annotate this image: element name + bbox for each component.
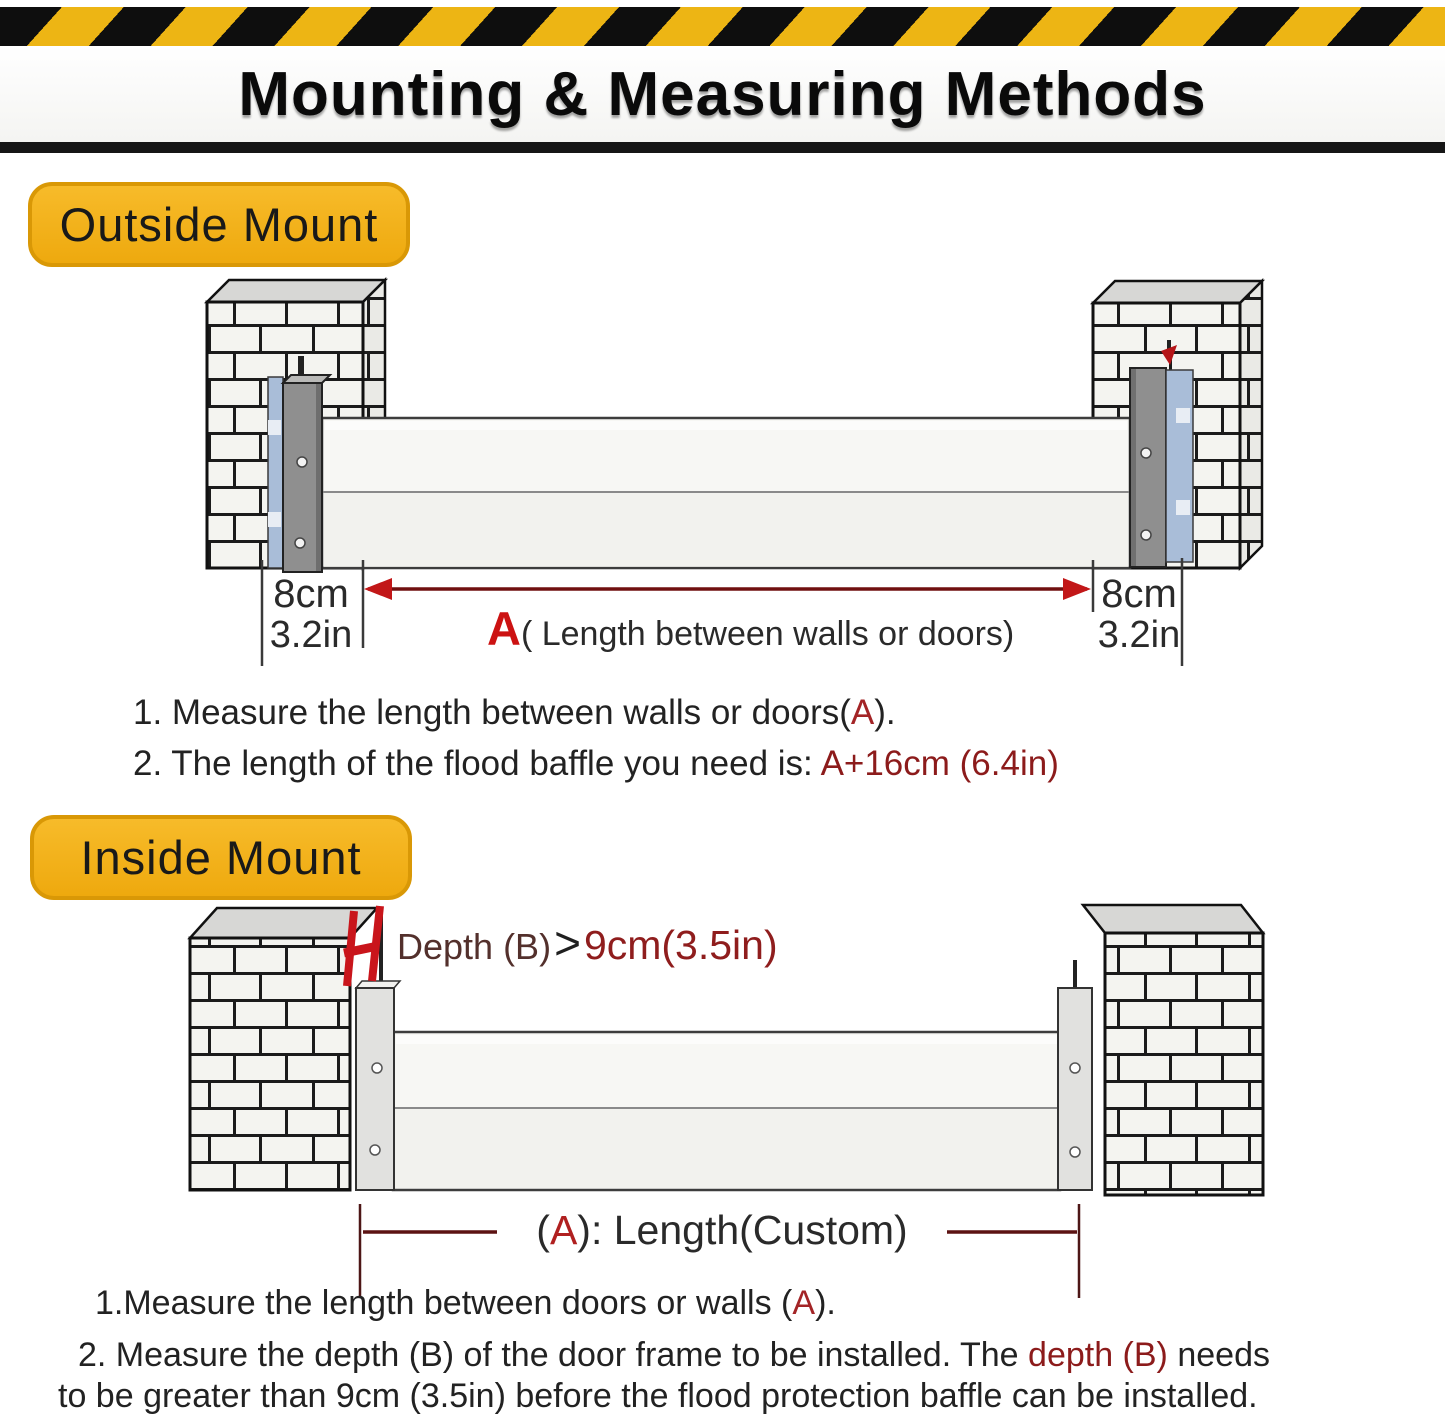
inside-mount-badge-label: Inside Mount xyxy=(80,831,362,884)
inside-step-2-line-1 xyxy=(78,1336,1270,1375)
outside-length-label xyxy=(487,601,1014,656)
inside-right-pillar xyxy=(1083,905,1263,1195)
step-formula: A+16cm (6.4in) xyxy=(820,744,1059,783)
outside-left-channel xyxy=(268,356,330,572)
length-variable-a: A xyxy=(549,1207,578,1253)
depth-value: 9cm(3.5in) xyxy=(583,922,778,968)
inside-depth-label xyxy=(397,916,778,970)
depth-label-text: Depth (B) xyxy=(397,926,552,967)
step-depth-ref: depth (B) xyxy=(1028,1336,1168,1374)
greater-than-sign: > xyxy=(554,917,581,969)
inside-length-label xyxy=(497,1207,947,1254)
outside-right-channel xyxy=(1130,340,1193,567)
step-text: 1.Measure the length between doors or walls ( xyxy=(95,1284,793,1322)
outside-right-dimension-label xyxy=(1092,574,1186,655)
page-title: Mounting & Measuring Methods xyxy=(238,59,1207,129)
step-text: ). xyxy=(815,1284,836,1322)
inside-right-channel xyxy=(1058,960,1092,1190)
outside-step-1 xyxy=(133,693,896,733)
outside-mount-badge-label: Outside Mount xyxy=(59,198,379,251)
outside-flood-barrier xyxy=(322,418,1130,568)
length-label-text: ): Length(Custom) xyxy=(577,1207,908,1253)
dimension-in: 3.2in xyxy=(269,613,353,656)
step-text: to be greater than 9cm (3.5in) before the flood protection baffle can be installed. xyxy=(58,1377,1258,1415)
step-text: 2. The length of the flood baffle you need is: xyxy=(133,744,821,783)
inside-flood-barrier xyxy=(393,1032,1060,1190)
length-label-text: ( xyxy=(536,1207,550,1253)
step-variable-a: A xyxy=(792,1284,816,1322)
arrowhead-right-icon xyxy=(1063,578,1091,600)
outside-left-dimension-label xyxy=(255,574,367,655)
arrowhead-left-icon xyxy=(364,578,392,600)
step-text: ). xyxy=(874,693,896,732)
dimension-cm: 8cm xyxy=(1101,572,1177,616)
step-text: 2. Measure the depth (B) of the door frame to be installed. The xyxy=(78,1336,1029,1374)
step-text: 1. Measure the length between walls or doors( xyxy=(133,693,851,732)
length-variable-a: A xyxy=(487,602,521,655)
outside-step-2 xyxy=(133,744,1059,784)
inside-step-1 xyxy=(95,1284,836,1323)
dimension-cm: 8cm xyxy=(273,572,349,616)
dimension-in: 3.2in xyxy=(1097,613,1181,656)
step-text: needs xyxy=(1167,1336,1270,1374)
step-variable-a: A xyxy=(850,693,875,732)
inside-step-2-line-2 xyxy=(58,1377,1258,1416)
length-label-text: ( Length between walls or doors) xyxy=(520,615,1015,653)
